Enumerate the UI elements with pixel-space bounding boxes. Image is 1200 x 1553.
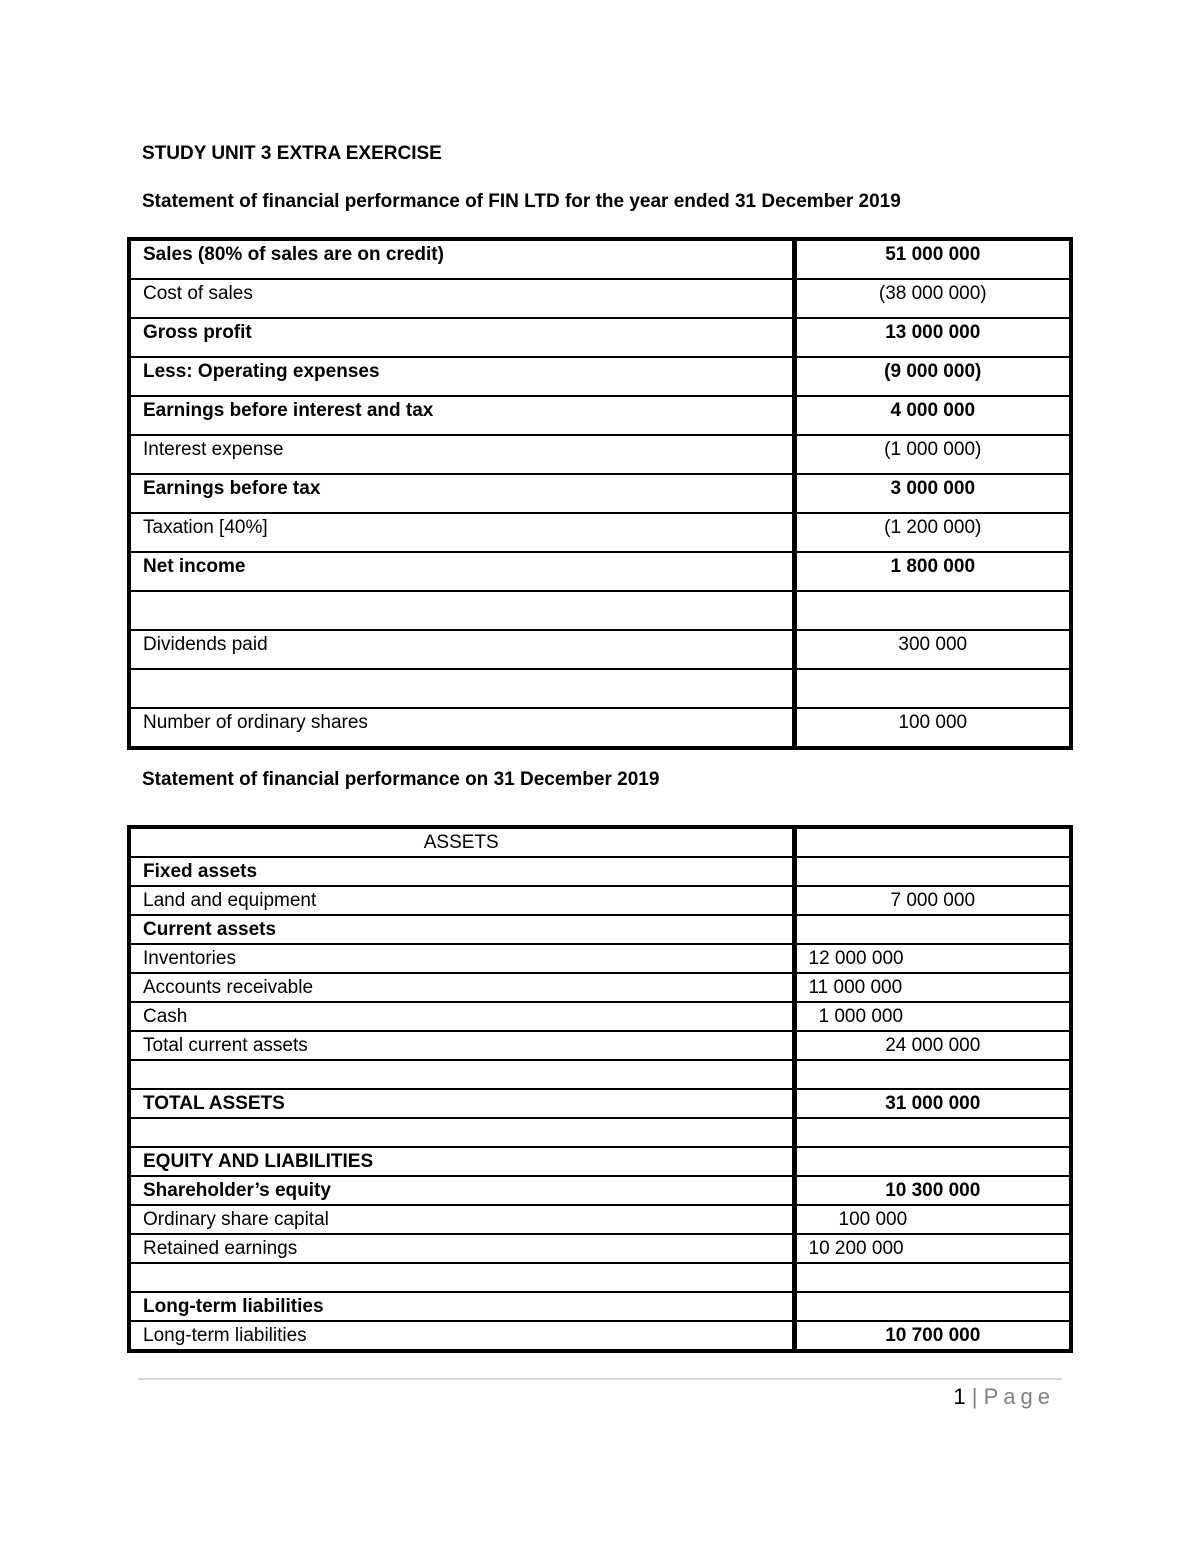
row-value: 11 000 000 — [794, 973, 1071, 1002]
row-label: EQUITY AND LIABILITIES — [129, 1147, 794, 1176]
table-row — [129, 357, 1071, 396]
row-label: Dividends paid — [129, 630, 794, 669]
row-value: 51 000 000 — [794, 239, 1071, 279]
row-label: Sales (80% of sales are on credit) — [129, 239, 794, 279]
row-label: Earnings before tax — [129, 474, 794, 513]
table-row — [129, 857, 1071, 886]
table-row — [129, 1234, 1071, 1263]
table-row — [129, 552, 1071, 591]
row-value: 1 800 000 — [794, 552, 1071, 591]
table-row — [129, 1176, 1071, 1205]
row-label: Retained earnings — [129, 1234, 794, 1263]
table-row — [129, 396, 1071, 435]
page-word: Page — [983, 1384, 1055, 1409]
row-value — [794, 1263, 1071, 1292]
table-row — [129, 474, 1071, 513]
row-label: Total current assets — [129, 1031, 794, 1060]
row-value — [794, 1118, 1071, 1147]
table-row — [129, 1089, 1071, 1118]
table-row — [129, 435, 1071, 474]
row-value — [794, 1292, 1071, 1321]
row-value: 24 000 000 — [794, 1031, 1071, 1060]
row-label: Gross profit — [129, 318, 794, 357]
page-footer — [953, 1384, 1055, 1410]
row-value: 300 000 — [794, 630, 1071, 669]
row-label: Cash — [129, 1002, 794, 1031]
row-label: Inventories — [129, 944, 794, 973]
row-label: Long-term liabilities — [129, 1321, 794, 1351]
row-value: 31 000 000 — [794, 1089, 1071, 1118]
table-row — [129, 279, 1071, 318]
table-row — [129, 1002, 1071, 1031]
row-value — [794, 857, 1071, 886]
income-statement-table — [127, 237, 1073, 750]
row-value — [794, 1060, 1071, 1089]
table-row — [129, 973, 1071, 1002]
row-value — [794, 827, 1071, 857]
balance-sheet-table — [127, 825, 1073, 1353]
table-row — [129, 591, 1071, 630]
balance-sheet-heading: Statement of financial performance on 31 December 2019 — [142, 769, 660, 790]
table-row — [129, 630, 1071, 669]
row-label: Cost of sales — [129, 279, 794, 318]
row-value: 10 700 000 — [794, 1321, 1071, 1351]
row-label — [129, 669, 794, 708]
row-value: 3 000 000 — [794, 474, 1071, 513]
table-row — [129, 944, 1071, 973]
row-value: 1 000 000 — [794, 1002, 1071, 1031]
table-row — [129, 1321, 1071, 1351]
table-row — [129, 318, 1071, 357]
row-label: Interest expense — [129, 435, 794, 474]
row-value: (1 200 000) — [794, 513, 1071, 552]
row-label: Current assets — [129, 915, 794, 944]
document-title: STUDY UNIT 3 EXTRA EXERCISE — [142, 143, 442, 164]
row-label: Net income — [129, 552, 794, 591]
table-row — [129, 1060, 1071, 1089]
table-row — [129, 1031, 1071, 1060]
page-number: 1 — [953, 1384, 966, 1409]
table-row — [129, 1292, 1071, 1321]
row-value: 12 000 000 — [794, 944, 1071, 973]
row-label: Shareholder’s equity — [129, 1176, 794, 1205]
row-label: ASSETS — [129, 827, 794, 857]
income-statement-heading: Statement of financial performance of FIN LTD for the year ended 31 December 2019 — [142, 191, 901, 212]
table-row — [129, 1263, 1071, 1292]
table-row — [129, 827, 1071, 857]
row-label: TOTAL ASSETS — [129, 1089, 794, 1118]
row-value — [794, 1147, 1071, 1176]
row-label — [129, 1118, 794, 1147]
row-value — [794, 669, 1071, 708]
row-value: 100 000 — [794, 1205, 1071, 1234]
row-label: Earnings before interest and tax — [129, 396, 794, 435]
table-row — [129, 1205, 1071, 1234]
row-value: 4 000 000 — [794, 396, 1071, 435]
table-row — [129, 1147, 1071, 1176]
row-value — [794, 915, 1071, 944]
table-row — [129, 513, 1071, 552]
row-value: (9 000 000) — [794, 357, 1071, 396]
row-label: Land and equipment — [129, 886, 794, 915]
row-label: Less: Operating expenses — [129, 357, 794, 396]
table-row — [129, 886, 1071, 915]
table-row — [129, 1118, 1071, 1147]
table-row — [129, 708, 1071, 748]
row-value: 10 200 000 — [794, 1234, 1071, 1263]
row-label: Long-term liabilities — [129, 1292, 794, 1321]
table-row — [129, 669, 1071, 708]
row-value — [794, 591, 1071, 630]
row-label — [129, 591, 794, 630]
row-value: 13 000 000 — [794, 318, 1071, 357]
footer-divider — [138, 1378, 1062, 1380]
row-value: 7 000 000 — [794, 886, 1071, 915]
row-label: Accounts receivable — [129, 973, 794, 1002]
row-label: Taxation [40%] — [129, 513, 794, 552]
row-label — [129, 1263, 794, 1292]
table-row — [129, 915, 1071, 944]
row-value: 100 000 — [794, 708, 1071, 748]
row-value: (1 000 000) — [794, 435, 1071, 474]
row-value: 10 300 000 — [794, 1176, 1071, 1205]
row-label: Fixed assets — [129, 857, 794, 886]
row-label — [129, 1060, 794, 1089]
row-label: Number of ordinary shares — [129, 708, 794, 748]
row-value: (38 000 000) — [794, 279, 1071, 318]
row-label: Ordinary share capital — [129, 1205, 794, 1234]
table-row — [129, 239, 1071, 279]
footer-separator: | — [971, 1384, 978, 1409]
